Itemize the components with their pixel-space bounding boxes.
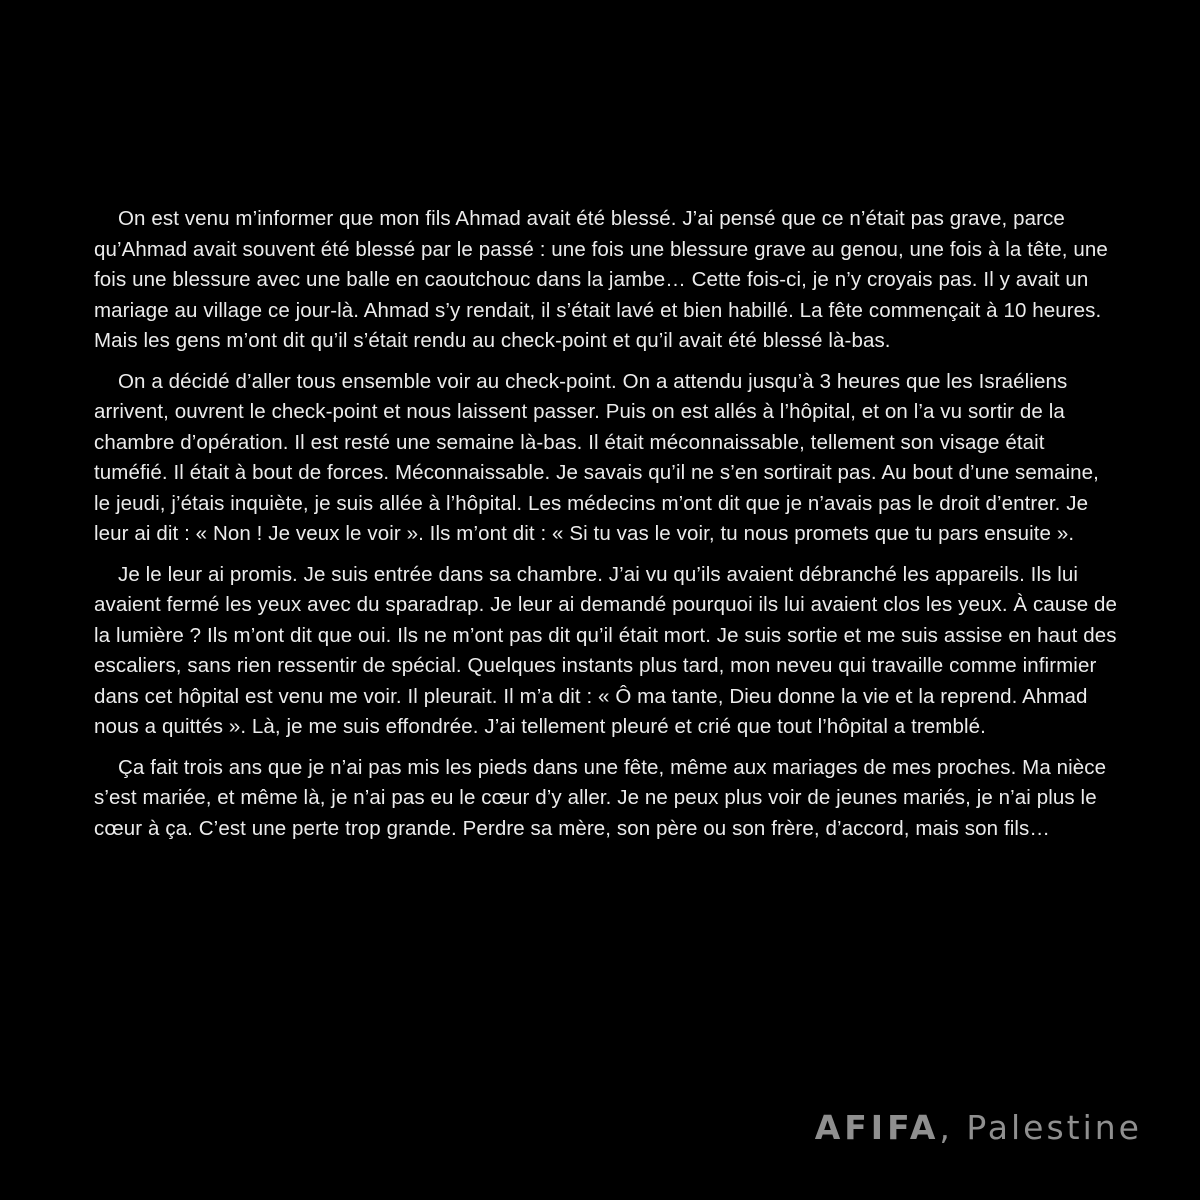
paragraph-4: Ça fait trois ans que je n’ai pas mis les pieds dans une fête, même aux mariages de mes proches. Ma nièce s’est mariée, et même là, je n’ai pas eu le cœur d’y aller. Je ne peux plus voir de jeunes mariés, je n’ai plus le cœur à ça. C’est une perte trop grande. Perdre sa mère, son père ou son frère, d’accord, mais son fils…	[94, 755, 1107, 840]
signature-name: AFIFA	[814, 1108, 940, 1147]
signature-place: Palestine	[966, 1108, 1142, 1147]
signature	[815, 1108, 1142, 1147]
paragraph-3: Je le leur ai promis. Je suis entrée dans sa chambre. J’ai vu qu’ils avaient débranché les appareils. Ils lui avaient fermé les yeux avec du sparadrap. Je leur ai demandé pourquoi ils lui avaient clos les yeux. À cause de la lumière ? Ils m’ont dit que oui. Ils ne m’ont pas dit qu’il était mort. Je suis sortie et me suis assise en haut des escaliers, sans rien ressentir de spécial. Quelques instants plus tard, mon neveu qui travaille comme infirmier dans cet hôpital est venu me voir. Il pleurait. Il m’a dit : « Ô ma tante, Dieu donne la vie et la reprend. Ahmad nous a quittés ». Là, je me suis effondrée. J’ai tellement pleuré et crié que tout l’hôpital a tremblé.	[94, 562, 1118, 738]
signature-separator: ,	[939, 1108, 967, 1147]
paragraph-2: On a décidé d’aller tous ensemble voir au check-point. On a attendu jusqu’à 3 heures que les Israéliens arrivent, ouvrent le check-point et nous laissent passer. Puis on est allés à l’hôpital, et on l’a vu sortir de la chambre d’opération. Il est resté une semaine là-bas. Il était méconnaissable, tellement son visage était tuméfié. Il était à bout de forces. Méconnaissable. Je savais qu’il ne s’en sortirait pas. Au bout d’une semaine, le jeudi, j’étais inquiète, je suis allée à l’hôpital. Les médecins m’ont dit que je n’avais pas le droit d’entrer. Je leur ai dit : « Non ! Je veux le voir ». Ils m’ont dit : « Si tu vas le voir, tu nous promets que tu pars ensuite ».	[94, 369, 1099, 545]
testimony-text	[94, 204, 1118, 854]
paragraph-1: On est venu m’informer que mon fils Ahmad avait été blessé. J’ai pensé que ce n’était pas grave, parce qu’Ahmad avait souvent été blessé par le passé : une fois une blessure grave au genou, une fois à la tête, une fois une blessure avec une balle en caoutchouc dans la jambe… Cette fois-ci, je n’y croyais pas. Il y avait un mariage au village ce jour-là. Ahmad s’y rendait, il s’était lavé et bien habillé. La fête commençait à 10 heures. Mais les gens m’ont dit qu’il s’était rendu au check-point et qu’il avait été blessé là-bas.	[94, 207, 1108, 352]
